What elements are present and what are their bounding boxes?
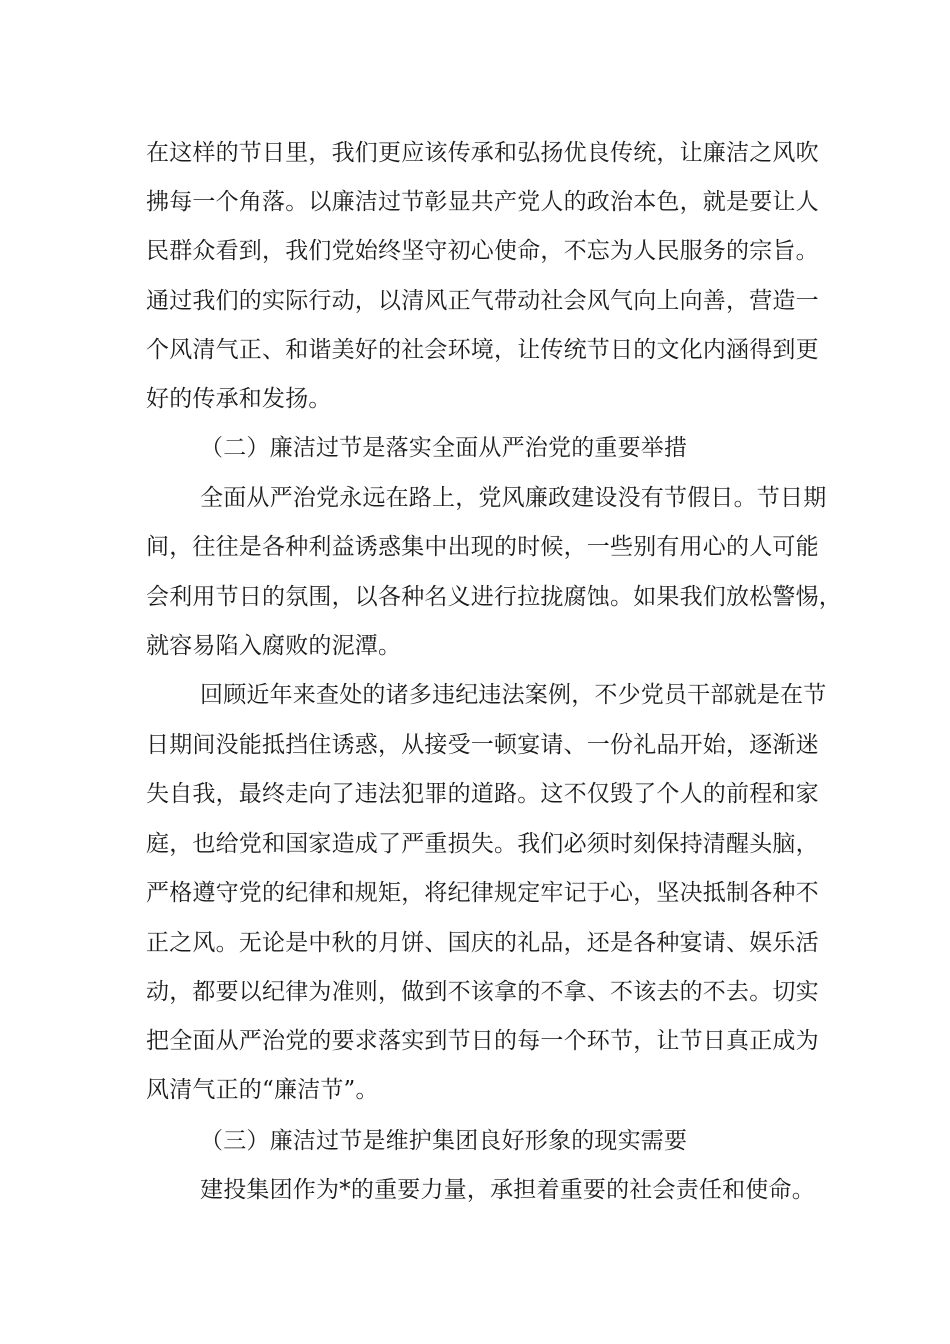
paragraph-line: 就容易陷入腐败的泥潭。 bbox=[146, 633, 402, 659]
paragraph-line: 风清气正的“廉洁节”。 bbox=[146, 1077, 379, 1103]
paragraph-line: 通过我们的实际行动，以清风正气带动社会风气向上向善，营造一 bbox=[146, 288, 819, 314]
paragraph-line: 把全面从严治党的要求落实到节日的每一个环节，让节日真正成为 bbox=[146, 1028, 819, 1054]
paragraph-line: 严格遵守党的纪律和规矩，将纪律规定牢记于心，坚决抵制各种不 bbox=[146, 880, 819, 906]
section-heading: （三）廉洁过节是维护集团良好形象的现实需要 bbox=[200, 1128, 688, 1154]
paragraph-line: 日期间没能抵挡住诱惑，从接受一顿宴请、一份礼品开始，逐渐迷 bbox=[146, 732, 819, 758]
paragraph-line: 间，往往是各种利益诱惑集中出现的时候，一些别有用心的人可能 bbox=[146, 534, 819, 560]
paragraph-line: 动，都要以纪律为准则，做到不该拿的不拿、不该去的不去。切实 bbox=[146, 979, 819, 1005]
paragraph-line: 全面从严治党永远在路上，党风廉政建设没有节假日。节日期 bbox=[200, 485, 827, 511]
paragraph-line: 在这样的节日里，我们更应该传承和弘扬优良传统，让廉洁之风吹 bbox=[146, 140, 819, 166]
paragraph-line: 会利用节日的氛围，以各种名义进行拉拢腐蚀。如果我们放松警惕， bbox=[146, 584, 842, 610]
paragraph-line: 正之风。无论是中秋的月饼、国庆的礼品，还是各种宴请、娱乐活 bbox=[146, 930, 819, 956]
paragraph-line: 拂每一个角落。以廉洁过节彰显共产党人的政治本色，就是要让人 bbox=[146, 189, 819, 215]
paragraph-line: 回顾近年来查处的诸多违纪违法案例，不少党员干部就是在节 bbox=[200, 682, 827, 708]
paragraph-line: 好的传承和发扬。 bbox=[146, 386, 332, 412]
paragraph-line: 民群众看到，我们党始终坚守初心使命，不忘为人民服务的宗旨。 bbox=[146, 238, 819, 264]
paragraph-line: 失自我，最终走向了违法犯罪的道路。这不仅毁了个人的前程和家 bbox=[146, 781, 819, 807]
paragraph-line: 个风清气正、和谐美好的社会环境，让传统节日的文化内涵得到更 bbox=[146, 337, 819, 363]
paragraph-line: 庭，也给党和国家造成了严重损失。我们必须时刻保持清醒头脑， bbox=[146, 831, 819, 857]
section-heading: （二）廉洁过节是落实全面从严治党的重要举措 bbox=[200, 435, 688, 461]
paragraph-line: 建投集团作为*的重要力量，承担着重要的社会责任和使命。 bbox=[200, 1177, 815, 1203]
